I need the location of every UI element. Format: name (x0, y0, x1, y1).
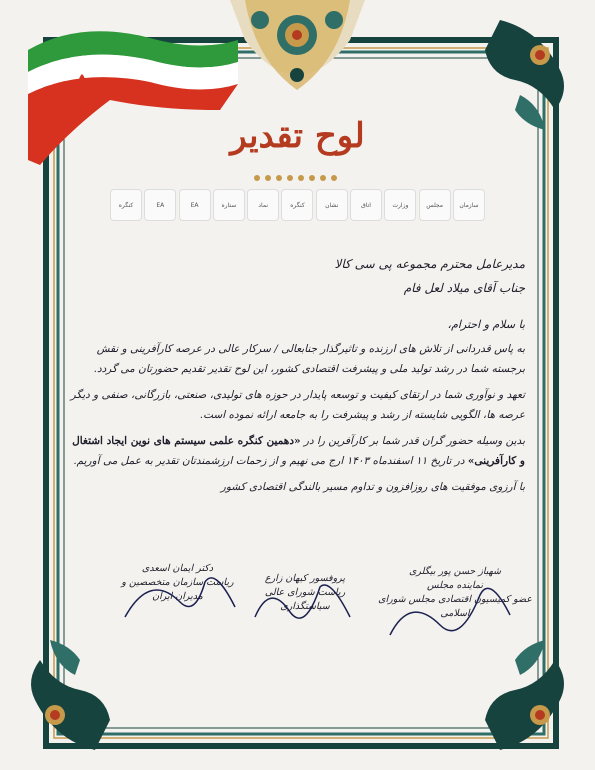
greeting-line: با سلام و احترام، (447, 318, 525, 331)
body-p3-before: بدین وسیله حضور گران قدر شما بر کارآفرین را در (303, 435, 525, 447)
handwritten-signature-3 (110, 562, 245, 632)
addressee-line-1: مدیرعامل محترم مجموعه پی سی کالا (334, 257, 525, 271)
top-rosette-ornament (230, 0, 365, 90)
signatory-3-name: دکتر ایمان اسعدی (141, 563, 214, 574)
sponsor-logo: وزارت (384, 189, 416, 221)
signatory-2-name: پروفسور کیهان زارع (264, 573, 346, 584)
corner-ornament-bottom-left (31, 640, 110, 750)
sponsor-logo: EA (144, 189, 176, 221)
handwritten-signature-2 (245, 572, 365, 632)
addressee-line-2: جناب آقای میلاد لعل فام (403, 281, 525, 295)
sponsor-logo: نشان (316, 189, 348, 221)
signatory-1-role: نماینده مجلس (426, 580, 483, 591)
signatory-2-role: ریاست شورای عالی سیاستگذاری (264, 587, 346, 612)
body-paragraph-2: تعهد و نوآوری شما در ارتقای کیفیت و توسعه پایدار در حوزه های تولیدی، صنعتی، بازرگانی، صنفی و دیگر عرصه ها، الگویی شایسته از رشد و پیشرفت را به جامعه ارائه نموده است. (70, 389, 525, 421)
signatory-1-org: عضو کمیسیون اقتصادی مجلس شورای اسلامی (378, 594, 532, 619)
sponsor-logo: کنگره (281, 189, 313, 221)
body-paragraph-1: به پاس قدردانی از تلاش های ارزنده و تاثیرگذار جنابعالی / سرکار عالی در عرصه کارآفرینی و نقش برجسته شما در رشد تولید ملی و پیشرفت اقتصادی کشور، این لوح تقدیر تقدیم حضورتان می گردد. (93, 343, 525, 375)
signatory-3-role: ریاست سازمان متخصصین و مدیران ایران (121, 577, 234, 602)
body-paragraph-3 (70, 431, 525, 471)
signature-block-1 (370, 565, 540, 621)
handwritten-signature-1 (370, 565, 540, 645)
certificate-title: لوح تقدیر (230, 116, 365, 156)
sponsor-logo: کنگره (110, 189, 142, 221)
corner-ornament-bottom-right (485, 640, 564, 750)
body-p3-after: در تاریخ ۱۱ اسفندماه ۱۴۰۳ ارج می نهیم و از زحمات ارزشمندتان تقدیر به عمل می آوریم. (73, 455, 465, 467)
sponsor-logo: سازمان (453, 189, 485, 221)
sponsor-logo: نماد (247, 189, 279, 221)
signatory-1-name: شهباز حسن پور بیگلری (408, 566, 502, 577)
sponsor-logo: اتاق (350, 189, 382, 221)
certificate-body (70, 339, 525, 503)
body-paragraph-4: با آرزوی موفقیت های روزافزون و تداوم مسیر بالندگی اقتصادی کشور (220, 481, 525, 493)
sponsor-logo: ستاره (213, 189, 245, 221)
signature-block-2 (245, 572, 365, 614)
sponsor-logo: مجلس (419, 189, 451, 221)
addressee-block (70, 252, 525, 300)
congress-name: «دهمین کنگره علمی سیستم های نوین ایجاد اشتغال و کارآفرینی» (72, 435, 525, 467)
signature-block-3 (110, 562, 245, 604)
title-divider-ornament (254, 175, 337, 181)
sponsor-logo: EA (179, 189, 211, 221)
corner-ornament-top-right (485, 20, 564, 130)
sponsor-logos-row (110, 188, 485, 222)
